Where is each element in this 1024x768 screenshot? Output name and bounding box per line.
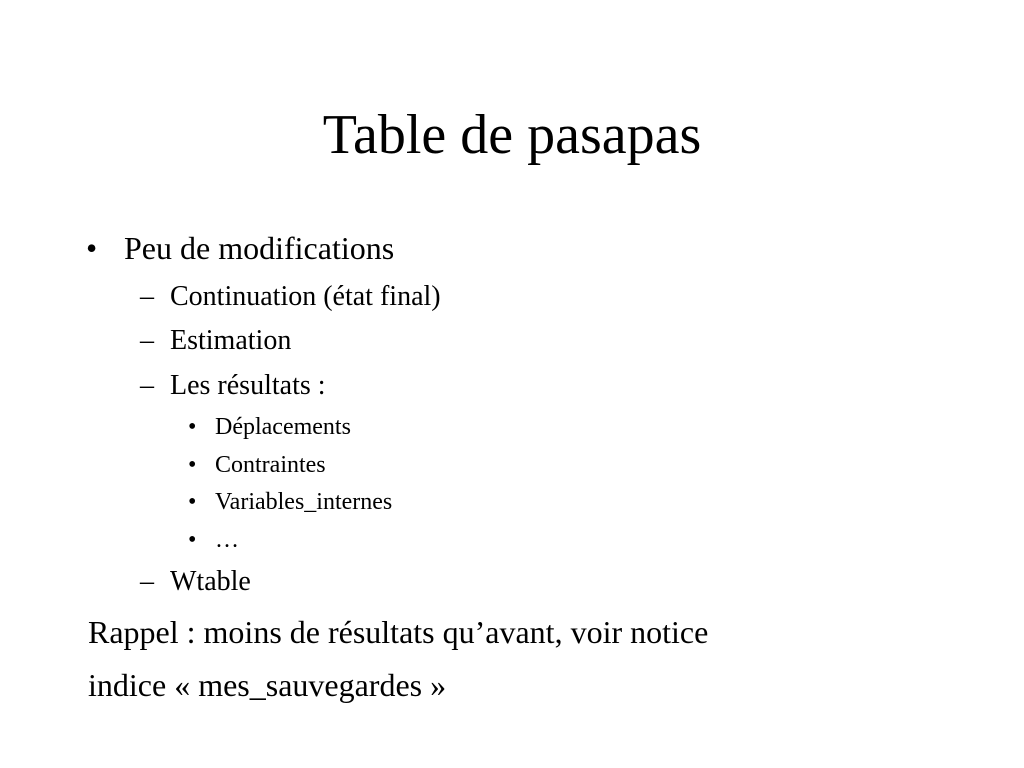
note-line-2: indice « mes_sauvegardes » [88,667,447,703]
sub-item-les-resultats: Les résultats : [170,370,326,401]
bullet-marker: • [188,414,197,440]
bullet-marker: • [188,489,197,515]
bullet-item-peu-de-modifications: Peu de modifications [124,230,395,266]
dash-marker: – [140,325,154,356]
sub-sub-item-ellipsis: … [215,527,239,553]
sub-sub-item-variables-internes: Variables_internes [215,489,393,515]
sub-item-continuation: Continuation (état final) [170,281,441,312]
sub-sub-item-contraintes: Contraintes [215,452,326,478]
dash-marker: – [140,566,154,597]
bullet-marker: • [188,452,197,478]
sub-item-wtable: Wtable [170,566,251,597]
sub-sub-item-deplacements: Déplacements [215,414,351,440]
dash-marker: – [140,370,154,401]
bullet-marker: • [188,527,197,553]
bullet-marker: • [86,230,98,266]
dash-marker: – [140,281,154,312]
slide-title: Table de pasapas [322,104,702,166]
note-line-1: Rappel : moins de résultats qu’avant, voir notice [88,614,709,650]
sub-item-estimation: Estimation [170,325,292,356]
